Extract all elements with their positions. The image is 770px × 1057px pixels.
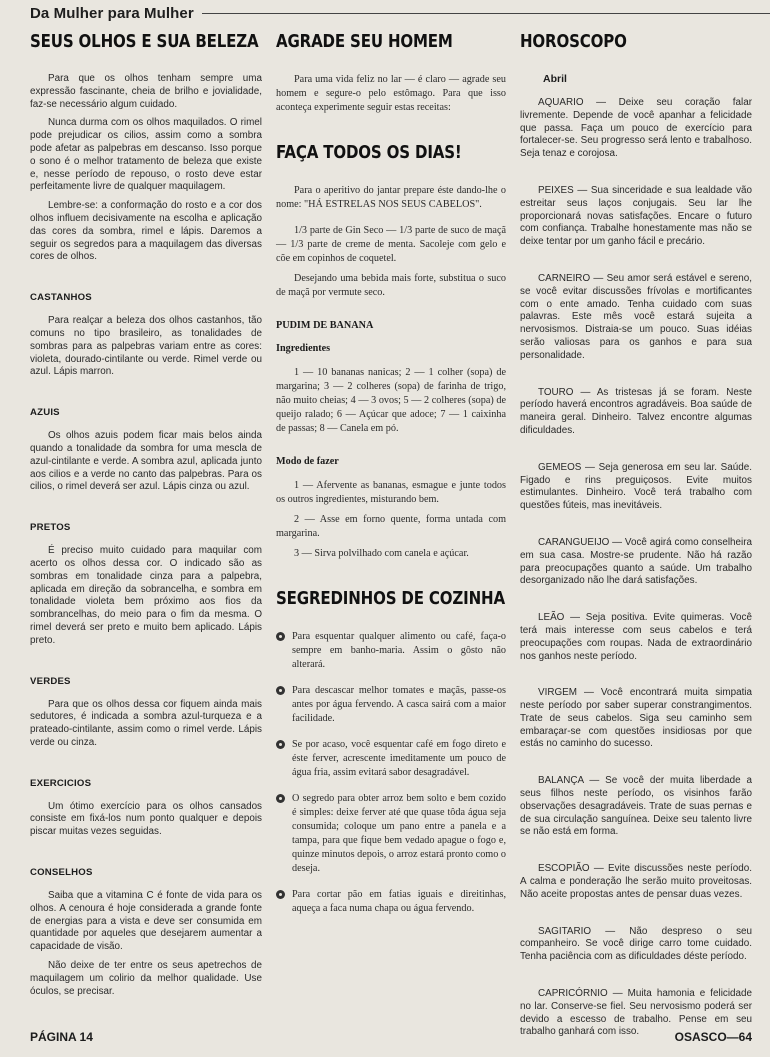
sign-text: Seu amor será estável e sereno, se você evitar discussões frívolas e mortificantes com o ente amado. Tenha cuidado com suas palavras. Este mês você estará sujeita a nervosismos. Distraia-se um pouco. Suas idéias serão valiosas para os ganhos e para sua personalidade. bbox=[520, 272, 752, 361]
section-title-azuis: AZUIS bbox=[30, 407, 60, 419]
page-number: PÁGINA 14 bbox=[30, 1030, 93, 1044]
intro-paragraph: Para uma vida feliz no lar — é claro — agrade seu homem e segure-o pelo estômago. Para que isso aconteça experimente seguir estas receitas: bbox=[276, 74, 506, 113]
ingredients-label: Ingredientes bbox=[276, 343, 331, 354]
section-title-conselhos: CONSELHOS bbox=[30, 867, 93, 879]
headline-faca-todos-os-dias: FAÇA TODOS OS DIAS! bbox=[276, 143, 462, 163]
section-text-azuis: Os olhos azuis podem ficar mais belos ainda quando a tonalidade da sombra for uma mescla de azul-cintilante e verde. A sombra azul, aplicada junto aos cilios e a verde no canto das palpebras. Para os cilios, o rimel deverá ser azul. Lápis cinza ou azul. bbox=[30, 430, 262, 493]
section-title-pretos: PRETOS bbox=[30, 522, 71, 534]
sign-text: Deixe seu coração falar livremente. Depende de você apanhar a felicidade que passa. Faça um pouco de exercício para fortalecer-se. Seu progresso será lento e trabalhoso. Seja tenaz e corojosa. bbox=[520, 97, 752, 160]
sign-text: Evite discussões neste período. A calma e ponderação lhe serão muito proveitosas. Não aceite propostas antes de pensar duas vezes. bbox=[520, 863, 752, 900]
sign-text: Seja generosa em seu lar. Saúde. Figado e rins preguiçosos. Evite muitos estimulantes. Dinheiro. Você terá trabalho com questões fúteis, mas inevitáveis. bbox=[520, 461, 752, 512]
horoscope-entry-sagitario: SAGITARIO — Não despreso o seu companheiro. Se você dirige carro tome cuidado. Tenha paciência com as dificuldades déste período. bbox=[520, 925, 752, 963]
kitchen-tip-text: Para esquentar qualquer alimento ou café, faça-o sempre em banho-maria. Assim o gôsto não alterará. bbox=[292, 631, 506, 670]
horoscope-entry-balança: BALANÇA — Se você der muita liberdade a seus filhos neste período, os visinhos farão observações desagradáveis. Trate de suas pernas e de sua circulação sanguínea. Deixe seu talento livre se não está em forma. bbox=[520, 775, 752, 838]
sign-name: TOURO bbox=[538, 386, 574, 398]
sign-text: Muita hamonia e felicidade no lar. Conserve-se fiel. Seu nervosismo poderá ser devido a escesso de trabalho. Pense em seu trabalho ganhará com isso. bbox=[520, 988, 752, 1038]
sign-text: Sua sinceridade e sua lealdade vão estreitar seus laços conjugais. Seu lar lhe proporcionará novas satisfações. Encare o futuro com confiança. Trabalhe honestamente mas não se deixe tentar por um ganho fácil e precário. bbox=[520, 184, 752, 248]
kitchen-tip-text: Para descascar melhor tomates e maçãs, passe-os antes por água fervendo. A casca sairá com a maior facilidade. bbox=[292, 685, 506, 724]
aperitif-intro: Para o aperitivo do jantar prepare éste dando-lhe o nome: "HÁ ESTRELAS NOS SEUS CABELOS". bbox=[276, 185, 506, 210]
sign-name: CARANGUEIJO bbox=[538, 536, 610, 548]
horoscope-entry-capricórnio: CAPRICÓRNIO — Muita hamonia e felicidade no lar. Conserve-se fiel. Seu nervosismo poderá ser devido a escesso de trabalho. Pense em seu trabalho ganhará com isso. bbox=[520, 988, 752, 1038]
horoscope-entry-leão: LEÃO — Seja positiva. Evite quimeras. Você terá mais interesse com seus cabelos e terá preocupações com roupas. Nada de extraordinário nos ganhos neste período. bbox=[520, 612, 752, 662]
method-step: 2 — Asse em forno quente, forma untada com margarina. bbox=[276, 514, 506, 539]
bullet-icon bbox=[276, 740, 285, 749]
column-please-your-man bbox=[276, 32, 506, 1009]
kitchen-tip bbox=[276, 738, 506, 780]
kitchen-tip-text: Para cortar pão em fatias iguais e direitinhas, aqueça a faca numa chapa ou água fervendo. bbox=[292, 889, 506, 914]
section-text-conselhos-2: Não deixe de ter entre os seus apetrechos de maquilagem um colirio da melhor qualidade. Use óculos, se precisar. bbox=[30, 960, 262, 997]
sign-name: CAPRICÓRNIO bbox=[538, 988, 608, 1000]
horoscope-entry-peixes: PEIXES — Sua sinceridade e sua lealdade vão estreitar seus laços conjugais. Seu lar lhe proporcionará novas satisfações. Encare o futuro com confiança. Trabalhe honestamente mas não se deixe tentar por um ganho fácil e precário. bbox=[520, 184, 752, 248]
horoscope-entry-escopião: ESCOPIÃO — Evite discussões neste período. A calma e ponderação lhe serão muito proveitosas. Não aceite propostas antes de pensar duas vezes. bbox=[520, 863, 752, 900]
method-step: 3 — Sirva polvilhado com canela e açúcar. bbox=[294, 548, 469, 559]
sign-name: BALANÇA bbox=[538, 775, 584, 787]
kitchen-tip-text: O segredo para obter arroz bem solto e bem cozido é simples: deixe ferver até que quase tôda água seja consumida; coloque um pano entre a panela e a tampa, para que fique bem vedado apague o fogo e, quinze minutos depois, o arroz estará pronto como o deseja. bbox=[292, 793, 506, 874]
section-title-castanhos: CASTANHOS bbox=[30, 292, 92, 304]
section-title-exercicios: EXERCICIOS bbox=[30, 777, 92, 789]
horoscope-entry-carangueijo: CARANGUEIJO — Você agirá como conselheira em sua casa. Mostre-se prudente. Não há razão para preocupações quanto a saúde. Um trabalho desorganizado não lhe dará satisfações. bbox=[520, 536, 752, 587]
horoscope-entry-touro: TOURO — As tristesas já se foram. Neste período haverá encontros agradáveis. Boa saúde de maneira geral. Dinheiro. Talvez encontre algumas dificuldades. bbox=[520, 386, 752, 436]
aperitif-recipe: 1/3 parte de Gin Seco — 1/3 parte de suco de maçã — 1/3 parte de creme de menta. Sacoleje com gelo e cõe em copinhos de coquetel. bbox=[276, 225, 506, 264]
bullet-icon bbox=[276, 794, 285, 803]
method-step: 1 — Afervente as bananas, esmague e junte todos os outros ingredientes, misturando bem. bbox=[276, 480, 506, 505]
kitchen-tip bbox=[276, 684, 506, 726]
sign-text: Seja positiva. Evite quimeras. Você terá mais interesse com seus cabelos e terá preocupações com roupas. Nada de extraordinário nos ganhos neste período. bbox=[520, 612, 752, 662]
sign-text: As tristesas já se foram. Neste período haverá encontros agradáveis. Boa saúde de maneira geral. Dinheiro. Talvez encontre algumas dificuldades. bbox=[520, 386, 752, 436]
masthead-rule bbox=[202, 13, 770, 14]
horoscope-list bbox=[520, 97, 752, 1039]
kitchen-tip bbox=[276, 630, 506, 672]
headline-eyes-beauty: SEUS OLHOS E SUA BELEZA bbox=[30, 32, 259, 52]
section-text-verdes: Para que os olhos dessa cor fiquem ainda mais sedutores, é indicada a sombra azul-turqueza e a prateado-cintilante, assim como o rimel verde. Lápis verde ou cinza. bbox=[30, 698, 262, 748]
intro-paragraph: Nunca durma com os olhos maquilados. O rimel pode prejudicar os cilios, assim como a sombra pode afetar as palpebras em descanso. Isso porque o sono é o melhor tratamento de beleza que existe e, nesse período de repouso, o rosto deve estar perfeitamente livre de qualquer maquilagem. bbox=[30, 117, 262, 193]
masthead bbox=[30, 3, 770, 23]
section-text-conselhos: Saiba que a vitamina C é fonte de vida para os olhos. A cenoura é hoje considerada a grande fonte de energias para a vista e deve ser consumida em quantidade por aqueles que desejarem aumentar a capacidade de visão. bbox=[30, 890, 262, 953]
headline-segredinhos-de-cozinha: SEGREDINHOS DE COZINHA bbox=[276, 589, 505, 609]
horoscope-entry-carneiro: CARNEIRO — Seu amor será estável e sereno, se você evitar discussões frívolas e mortificantes com o ente amado. Tenha cuidado com suas palavras. Este mês você estará sujeita a nervosismos. Distraia-se um pouco. Suas idéias serão valiosas para os ganhos e para sua personalidade. bbox=[520, 272, 752, 361]
masthead-title: Da Mulher para Mulher bbox=[30, 4, 194, 22]
bullet-icon bbox=[276, 890, 285, 899]
horoscope-entry-aquario: AQUARIO — Deixe seu coração falar livremente. Depende de você apanhar a felicidade que passa. Faça um pouco de exercício para fortalecer-se. Seu progresso será lento e trabalhoso. Seja tenaz e corojosa. bbox=[520, 97, 752, 160]
sign-name: ESCOPIÃO bbox=[538, 863, 590, 875]
sign-name: SAGITARIO bbox=[538, 925, 592, 937]
sign-text: Não despreso o seu companheiro. Se você dirige carro tome cuidado. Tenha paciência com as dificuldades déste período. bbox=[520, 925, 752, 963]
headline-agrade-seu-homem: AGRADE SEU HOMEM bbox=[276, 32, 453, 52]
sign-name: VIRGEM bbox=[538, 687, 577, 699]
intro-paragraph: Lembre-se: a conformação do rosto e a cor dos olhos influem decisivamente na escolha e aplicação das cores da sombra, rimel e lápis. Daremos a seguir os segredos para a maquilagem das diversas cores de olhos. bbox=[30, 200, 262, 263]
sign-text: Você encontrará muita simpatia neste período por saber superar constrangimentos. Trate de seus cabelos. Siga seu caminho sem embaraçar-se com questões insidiosas por que estás no caminho do sucesso. bbox=[520, 687, 752, 750]
sign-name: LEÃO bbox=[538, 612, 565, 624]
section-title-verdes: VERDES bbox=[30, 675, 71, 687]
aperitif-variation: Desejando uma bebida mais forte, substitua o suco de maçã por vermute seco. bbox=[276, 273, 506, 298]
intro-paragraph: Para que os olhos tenham sempre uma expressão fascinante, cheia de brilho e jovialidade, faz-se necessário algum cuidado. bbox=[30, 73, 262, 110]
horoscope-month: Abril bbox=[543, 73, 567, 85]
bullet-icon bbox=[276, 686, 285, 695]
sign-text: Se você der muita liberdade a seus filhos neste período, os visinhos farão observações desagradáveis. Trate de suas pernas e de sua circulação sanguínea. Deixe seu talento livre se não está em forma. bbox=[520, 775, 752, 838]
ingredients-list: 1 — 10 bananas nanicas; 2 — 1 colher (sopa) de margarina; 3 — 2 colheres (sopa) de farinha de trigo, não muito cheias; 4 — 3 ovos; 5 — 2 colheres (sopa) de queijo ralado; 6 — Açúcar que adoce; 7 — 1 caixinha de passas; 8 — Canela em pó. bbox=[276, 367, 506, 434]
bullet-icon bbox=[276, 632, 285, 641]
kitchen-tip bbox=[276, 792, 506, 876]
kitchen-tip bbox=[276, 888, 506, 916]
method-label: Modo de fazer bbox=[276, 456, 339, 467]
section-text-castanhos: Para realçar a beleza dos olhos castanhos, tão comuns no tipo brasileiro, as tonalidades de sombras para as palpebras variam entre as cores: violeta, dourado-cintilante ou verde. Rimel verde ou azul. Lápis marron. bbox=[30, 315, 262, 378]
section-text-exercicios: Um ótimo exercício para os olhos cansados consiste em fixá-los num ponto qualquer e depois piscar muitas vezes seguidas. bbox=[30, 800, 262, 838]
headline-horoscopo: HOROSCOPO bbox=[520, 32, 627, 52]
sign-name: PEIXES bbox=[538, 184, 574, 196]
recipe-title: PUDIM DE BANANA bbox=[276, 320, 374, 331]
horoscope-entry-virgem: VIRGEM — Você encontrará muita simpatia neste período por saber superar constrangimentos. Trate de seus cabelos. Siga seu caminho sem embaraçar-se com questões insidiosas por que estás no caminho do sucesso. bbox=[520, 687, 752, 750]
sign-name: CARNEIRO bbox=[538, 272, 591, 284]
column-eyes-beauty bbox=[30, 32, 262, 1009]
horoscope-entry-gemeos: GEMEOS — Seja generosa em seu lar. Saúde. Figado e rins preguiçosos. Evite muitos estimulantes. Dinheiro. Você terá trabalho com questões fúteis, mas inevitáveis. bbox=[520, 461, 752, 512]
issue-label: OSASCO—64 bbox=[674, 1030, 752, 1044]
section-text-pretos: É preciso muito cuidado para maquilar com acerto os olhos dessa cor. O indicado são as sombras em tonalidade cinza para a palpebra, aplicada em direção da sobrancelha, e sombra em tonalidade violeta bem próximo aos fios da sombrancelhas, do meio para o fim da mesma. O rimel deverá ser preto e muito bem aplicado. Lápis preto. bbox=[30, 545, 262, 646]
kitchen-tip-text: Se por acaso, você esquentar café em fogo direto e éste ferver, acrescente imeditamente um pouco de água fria, assim evitará sabor desagradável. bbox=[292, 739, 506, 778]
sign-name: GEMEOS bbox=[538, 461, 582, 473]
sign-name: AQUARIO bbox=[538, 97, 584, 108]
sign-text: Você agirá como conselheira em sua casa. Mostre-se prudente. Não há razão para preocupações quanto a saúde. Um trabalho desorganizado não lhe dará satisfações. bbox=[520, 536, 752, 587]
